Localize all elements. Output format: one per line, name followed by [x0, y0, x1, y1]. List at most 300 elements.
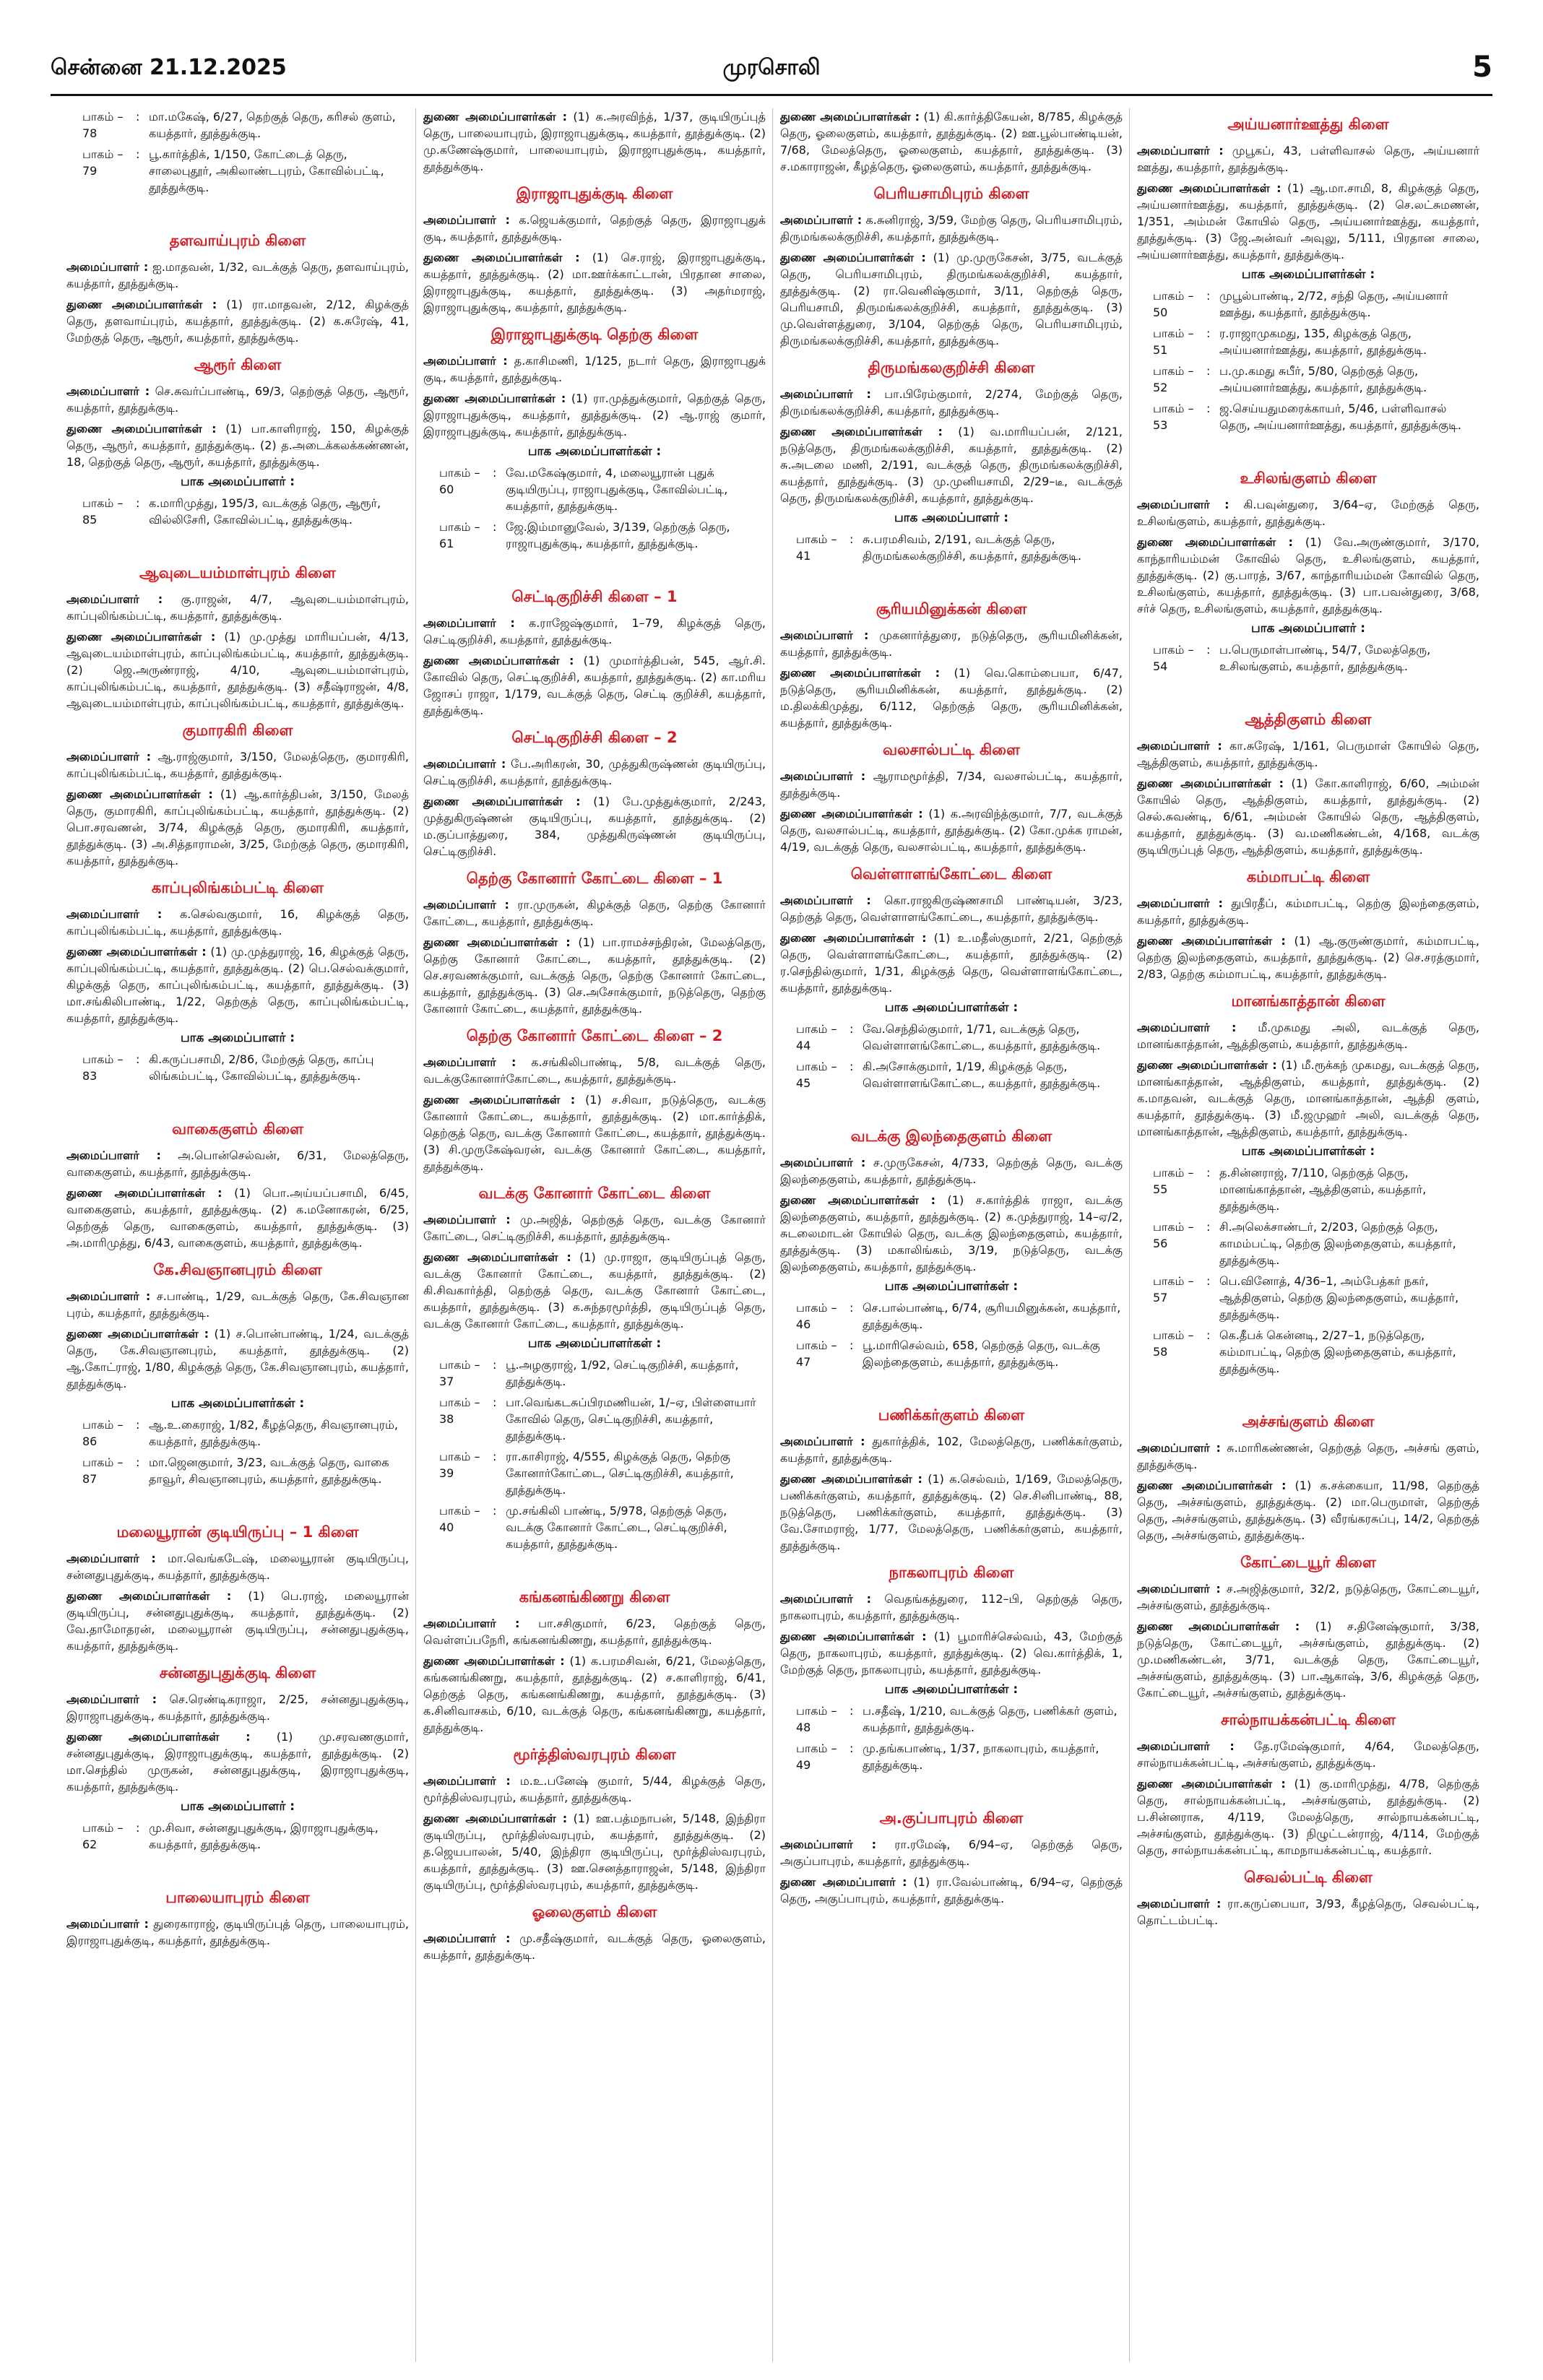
member-details: (1) ச.தினேஷ்குமார், 3/38, நடுத்தெரு, கோட்டையூர், அச்சங்குளம், தூத்துக்குடி. (2) மு.மணிகண்டன், 3/71, வடக்குத் தெரு, கோட்டையூர், அச்சங்குளம், தூத்துக்குடி. (3) பா.ஆகாஷ், 3/6, கிழக்குத் தெரு, கோட்டையூர், அச்சங்குளம், தூத்துக்குடி. [1137, 1619, 1479, 1700]
separator: : [850, 1022, 854, 1036]
branch-section [423, 326, 766, 552]
office-bearer-entry [1137, 1580, 1479, 1614]
role-label: அமைப்பாளர் : [1137, 1441, 1221, 1455]
role-label: துணை அமைப்பாளர்கள் : [66, 787, 213, 801]
separator: : [1206, 364, 1211, 378]
role-label: அமைப்பாளர் : [780, 387, 871, 401]
dateline: சென்னை 21.12.2025 [51, 55, 287, 80]
separator: : [136, 496, 140, 510]
booth-organisers-heading: பாக அமைப்பாளர் : [180, 1031, 295, 1045]
branch-heading: மானங்காத்தான் கிளை [1231, 992, 1386, 1010]
booth-organiser-details: ப.மு.கமது சுபீர், 5/80, தெற்குத் தெரு, அய்யனார்ஊத்து, கயத்தார், தூத்துக்குடி. [1219, 364, 1427, 394]
branch-heading: செவல்பட்டி கிளை [1244, 1869, 1373, 1886]
office-bearer-entry [423, 390, 766, 440]
booth-entry [780, 1337, 1123, 1370]
booth-organisers-heading: பாக அமைப்பாளர் : [894, 511, 1009, 525]
role-label: துணை அமைப்பாளர்கள் : [423, 654, 574, 667]
member-details: சு.மாரிகண்ணன், தெற்குத் தெரு, அச்சங் குளம், தூத்துக்குடி. [1137, 1441, 1479, 1471]
booth-organiser-details: மா.மகேஷ், 6/27, தெற்குத் தெரு, கரிசல் குளம், கயத்தார், தூத்துக்குடி. [149, 110, 396, 140]
booth-number: பாகம் – 46 [796, 1301, 837, 1331]
role-label: துணை அமைப்பாளர்கள் : [1137, 1619, 1300, 1633]
member-details: (1) க.பரமசிவன், 6/21, மேலத்தெரு, கங்கனங்கிணறு, கயத்தார், தூத்துக்குடி. (2) ச.காளிராஜ், 6/41, தெற்குத் தெரு, கங்கனங்கிணறு, கயத்தார், தூத்துக்குடி. (3) க.சினிவாசகம், 6/10, வடக்குத் தெரு, கங்கனங்கிணறு, கயத்தார், தூத்துக்குடி. [423, 1654, 766, 1734]
booth-number: பாகம் – 52 [1153, 364, 1194, 394]
office-bearer-entry [423, 352, 766, 386]
office-bearer-entry [423, 1249, 766, 1332]
role-label: துணை அமைப்பாளர்கள் : [66, 422, 217, 436]
booth-organisers-heading: பாக அமைப்பாளர்கள் : [1241, 267, 1375, 282]
member-details: ச.பாண்டி, 1/29, வடக்குத் தெரு, கே.சிவஞான புரம், கயத்தார், தூத்துக்குடி. [66, 1289, 409, 1320]
office-bearer-entry [66, 786, 409, 869]
branch-heading: பெரியசாமிபுரம் கிளை [873, 185, 1029, 202]
office-bearer-entry [780, 1192, 1123, 1275]
office-bearer-entry [780, 1874, 1123, 1907]
member-details: (1) பொ.அய்யப்பசாமி, 6/45, வாகைகுளம், கயத்தார், தூத்துக்குடி. (2) க.மனோகரன், 6/25, தெற்குத் தெரு, வாகைகுளம், கயத்தார், தூத்துக்குடி. (3) அ.மாரிமுத்து, 6/43, வாகைகுளம், கயத்தார், தூத்துக்குடி. [66, 1186, 409, 1250]
role-label: அமைப்பாளர் : [423, 616, 515, 630]
office-bearer-entry [1137, 180, 1479, 263]
branch-section [423, 588, 766, 719]
member-details: (1) பா.ராமச்சந்திரன், மேலத்தெரு, தெற்கு கோனார் கோட்டை, கயத்தார், தூத்துக்குடி. (2) செ.சரவணக்குமார், வடக்குத் தெரு, தெற்கு கோனார் கோட்டை, கயத்தார், தூத்துக்குடி. (3) செ.அசோக்குமார், நடுத்தெரு, தெற்கு கோனார் கோட்டை, கயத்தார், தூத்துக்குடி. [423, 935, 766, 1016]
branch-section [66, 1261, 409, 1487]
member-details: (1) ஆ.மா.சாமி, 8, கிழக்குத் தெரு, அய்யனார்ஊத்து, கயத்தார், தூத்துக்குடி. (2) செ.லட்சுமணன், 1/351, அம்மன் கோயில் தெரு, அய்யனார்ஊத்து, கயத்தார், தூத்துக்குடி. (3) ஜே.அன்வர் அவுலு, 5/111, பிரதான சாலை, அய்யனார்ஊத்து, கயத்தார், தூத்துக்குடி. [1137, 181, 1479, 261]
branch-heading: தெற்கு கோனார் கோட்டை கிளை – 2 [466, 1027, 723, 1044]
newspaper-title: முரசொலி [722, 55, 821, 80]
office-bearer-entry [780, 1591, 1123, 1624]
member-details: க.சங்கிலிபாண்டி, 5/8, வடக்குத் தெரு, வடக்குகோனார்கோட்டை, கயத்தார், தூத்துக்குடி. [423, 1055, 766, 1086]
separator: : [136, 1455, 140, 1469]
role-label: துணை அமைப்பாளர்கள் : [423, 1250, 571, 1264]
office-bearer-entry [66, 1325, 409, 1392]
member-details: (1) க.அரவிந்த், 1/37, குடியிருப்புத் தெரு, பாலையாபுரம், இராஜாபுதுக்குடி, கயத்தார், தூத்துக்குடி. (2) மு.கணேஷ்குமார், பாலையாபுரம், இராஜாபுதுக்குடி, கயத்தார், தூத்துக்குடி. [423, 110, 766, 173]
role-label: அமைப்பாளர் : [1137, 1897, 1222, 1911]
role-label: அமைப்பாளர் : [66, 1289, 151, 1303]
booth-organisers-heading: பாக அமைப்பாளர்கள் : [527, 1336, 662, 1351]
branch-section [1137, 1554, 1479, 1701]
branch-section [780, 600, 1123, 731]
separator: : [493, 1395, 497, 1409]
booth-entry [423, 1448, 766, 1498]
branch-heading: குமாரகிரி கிளை [182, 722, 293, 739]
office-bearer-entry [1137, 895, 1479, 928]
branch-section [423, 870, 766, 1017]
member-details: துபிரதீப், கம்மாபட்டி, தெற்கு இலந்தைகுளம், கயத்தார், தூத்துக்குடி. [1137, 896, 1479, 927]
office-bearer-entry [780, 805, 1123, 855]
branch-section [780, 185, 1123, 349]
booth-number: பாகம் – 40 [439, 1504, 480, 1534]
branch-heading: அ.குப்பாபுரம் கிளை [879, 1809, 1024, 1827]
member-details: (1) ச.கார்த்திக் ராஜா, வடக்கு இலந்தைகுளம், கயத்தார், தூத்துக்குடி. (2) க.முத்துராஜ், 14–ஏ/2, சுடலைமாடன் கோயில் தெரு, வடக்கு இலந்தைகுளம், கயத்தார், தூத்துக்குடி. (3) மகாலிங்கம், 3/19, நடுத்தெரு, வடக்கு இலந்தைகுளம், கயத்தார், தூத்துக்குடி. [780, 1193, 1123, 1273]
office-bearer-entry [66, 1550, 409, 1583]
office-bearer-entry [423, 652, 766, 719]
booth-organiser-details: ப.சதீஷ், 1/210, வடக்குத் தெரு, பணிக்கர் குளம், கயத்தார், தூத்துக்குடி. [863, 1704, 1118, 1734]
role-label: துணை அமைப்பாளர்கள் : [66, 298, 217, 311]
office-bearer-entry [780, 108, 1123, 175]
member-details: (1) பெ.ராஜ், மலையூரான் குடியிருப்பு, சன்னதுபுதுக்குடி, கயத்தார், தூத்துக்குடி. (2) வே.தாமோதரன், மலையூரான் குடியிருப்பு, சன்னதுபுதுக்குடி, கயத்தார், தூத்துக்குடி. [66, 1589, 409, 1653]
separator: : [850, 1338, 854, 1352]
column-3 [780, 108, 1123, 2366]
member-details: செ.ரெண்டிகராஜா, 2/25, சன்னதுபுதுக்குடி, இராஜாபுதுக்குடி, கயத்தார், தூத்துக்குடி. [66, 1692, 409, 1723]
booth-entry [780, 1740, 1123, 1773]
booth-entry [66, 1819, 409, 1853]
booth-number: பாகம் – 87 [82, 1455, 124, 1486]
member-details: (1) மு.முருகேசன், 3/75, வடக்குத் தெரு, பெரியசாமிபுரம், திருமங்கலக்குறிச்சி, கயத்தார், தூத்துக்குடி. (2) ரா.வெனிஷ்குமார், 3/11, தெற்குத் தெரு, பெரியசாமி, திருமங்கலக்குறிச்சி, கயத்தார், தூத்துக்குடி. (3) மு.வெள்ளத்துரை, 3/104, தெற்குத் தெரு, பெரியசாமிபுரம், திருமங்கலக்குறிச்சி, கயத்தார், தூத்துக்குடி. [780, 251, 1123, 347]
booth-entry [1137, 1164, 1479, 1214]
role-label: அமைப்பாளர் : [423, 1213, 511, 1226]
separator: : [1206, 402, 1211, 415]
member-details: மு.அஜித், தெற்குத் தெரு, வடக்கு கோனார் கோட்டை, செட்டிகுறிச்சி, கயத்தார், தூத்துக்குடி. [423, 1213, 766, 1243]
branch-heading: செட்டிகுறிச்சி கிளை – 1 [511, 588, 678, 605]
booth-entry [66, 108, 409, 142]
role-label: அமைப்பாளர் : [66, 1552, 156, 1565]
role-label: அமைப்பாளர் : [66, 750, 152, 763]
office-bearer-entry [423, 1773, 766, 1806]
role-label: அமைப்பாளர் : [66, 1148, 161, 1162]
role-label: அமைப்பாளர் : [66, 592, 163, 606]
booth-number: பாகம் – 86 [82, 1418, 124, 1448]
booth-organiser-details: பா.வெங்கடசுப்பிரமணியன், 1/–ஏ, பிள்ளையார் கோவில் தெரு, செட்டிகுறிச்சி, கயத்தார், தூத்துக்குடி. [506, 1395, 756, 1442]
booth-entry [1137, 641, 1479, 675]
role-label: துணை அமைப்பாளர்கள் : [1137, 1479, 1287, 1492]
booth-entry [1137, 400, 1479, 433]
branch-heading: பாலையாபுரம் கிளை [165, 1889, 310, 1906]
office-bearer-entry [780, 386, 1123, 419]
office-bearer-entry [780, 1628, 1123, 1678]
booth-number: பாகம் – 56 [1153, 1220, 1194, 1250]
member-details: (1) ச.பொன்பாண்டி, 1/24, வடக்குத் தெரு, கே.சிவஞானபுரம், கயத்தார், தூத்துக்குடி. (2) ஆ.கோட்ராஜ், 1/80, கிழக்குத் தெரு, கே.சிவஞானபுரம், கயத்தார், தூத்துக்குடி. [66, 1327, 409, 1390]
role-label: அமைப்பாளர் : [423, 757, 506, 771]
masthead [51, 51, 1492, 88]
office-bearer-entry [1137, 1775, 1479, 1858]
branch-heading: பணிக்கர்குளம் கிளை [878, 1406, 1025, 1424]
member-details: க.செல்வகுமார், 16, கிழக்குத் தெரு, காப்புலிங்கம்பட்டி, கயத்தார், தூத்துக்குடி. [66, 907, 409, 938]
booth-entry [423, 519, 766, 552]
branch-section [780, 741, 1123, 855]
member-details: பா.சசிகுமார், 6/23, தெற்குத் தெரு, வெள்ளப்பநேரி, கங்கனங்கிணறு, கயத்தார், தூத்துக்குடி. [423, 1617, 766, 1647]
member-details: ச.அஜித்குமார், 32/2, நடுத்தெரு, கோட்டையூர், அச்சங்குளம், தூத்துக்குடி. [1137, 1582, 1479, 1612]
office-bearer-entry [1137, 1738, 1479, 1771]
role-label: துணை அமைப்பாளர்கள் : [1137, 1777, 1286, 1791]
branch-heading: இராஜாபுதுக்குடி தெற்கு கிளை [490, 326, 699, 343]
member-details: மு.சதீஷ்குமார், வடக்குத் தெரு, ஓலைகுளம், கயத்தார், தூத்துக்குடி. [423, 1931, 766, 1962]
separator: : [850, 532, 854, 546]
branch-heading: செட்டிகுறிச்சி கிளை – 2 [511, 729, 678, 746]
member-details: ஐ.மாதவன், 1/32, வடக்குத் தெரு, தளவாய்புரம், கயத்தார், தூத்துக்குடி. [66, 260, 409, 290]
booth-entry [423, 1502, 766, 1552]
member-details: (1) மு.முத்து மாரியப்பன், 4/13, ஆவுடையம்மாள்புரம், காப்புலிங்கம்பட்டி, கயத்தார், தூத்துக்குடி. (2) ஜெ.அருண்ராஜ், 4/10, ஆவுடையம்மாள்புரம், காப்புலிங்கம்பட்டி, கயத்தார், தூத்துக்குடி. (3) சதீஷ்ராஜன், 4/8, ஆவுடையம்மாள்புரம், காப்புலிங்கம்பட்டி, கயத்தார், தூத்துக்குடி. [66, 630, 409, 710]
branch-heading: வலசால்பட்டி கிளை [883, 741, 1020, 758]
booth-organisers-heading: பாக அமைப்பாளர்கள் : [527, 444, 662, 459]
branch-section [780, 1406, 1123, 1554]
branch-section [423, 1746, 766, 1893]
role-label: துணை அமைப்பாளர்கள் : [423, 935, 571, 949]
member-details: (1) கி.கார்த்திகேயன், 8/785, கிழக்குத் தெரு, ஓலைகுளம், கயத்தார், தூத்துக்குடி. (2) ஊ.பூல்பாண்டியன், 7/68, மேலத்தெரு, ஓலைகுளம், கயத்தார், தூத்துக்குடி. (3) ச.மகாராஜன், கீழத்தெரு, ஓலைகுளம், கயத்தார், தூத்துக்குடி. [780, 110, 1123, 173]
column-divider [772, 108, 773, 2362]
office-bearer-entry [780, 665, 1123, 731]
separator: : [493, 1504, 497, 1518]
role-label: துணை அமைப்பாளர்கள் : [780, 666, 941, 680]
booth-organiser-details: ர.ராஜாமுகமது, 135, கிழக்குத் தெரு, அய்யனார்ஊத்து, கயத்தார், தூத்துக்குடி. [1219, 326, 1427, 357]
booth-entry [66, 1051, 409, 1084]
office-bearer-entry [780, 249, 1123, 349]
separator: : [850, 1704, 854, 1718]
member-details: (1) பே.முத்துக்குமார், 2/243, முத்துகிருஷ்ணன் குடியிருப்பு, கயத்தார், தூத்துக்குடி. (2) ம.குப்பாத்துரை, 384, முத்துகிருஷ்ணன் குடியிருப்பு, செட்டிகுறிச்சி. [423, 795, 766, 858]
member-details: மா.வெங்கடேஷ், மலையூரான் குடியிருப்பு, சன்னதுபுதுக்குடி, கயத்தார், தூத்துக்குடி. [66, 1552, 409, 1582]
branch-heading: மூர்த்திஸ்வரபுரம் கிளை [513, 1746, 676, 1763]
booth-number: பாகம் – 48 [796, 1704, 837, 1734]
office-bearer-entry [423, 896, 766, 930]
booth-number: பாகம் – 55 [1153, 1166, 1194, 1196]
member-details: ரா.கருப்பையா, 3/93, கீழத்தெரு, செவல்பட்டி, தொட்டம்பட்டி. [1137, 1897, 1479, 1927]
booth-number: பாகம் – 38 [439, 1395, 480, 1426]
branch-section [66, 108, 409, 196]
separator: : [493, 1358, 497, 1372]
column-2 [423, 108, 766, 2366]
role-label: அமைப்பாளர் : [1137, 498, 1229, 511]
role-label: துணை அமைப்பாளர்கள் : [1137, 934, 1286, 948]
booth-number: பாகம் – 47 [796, 1338, 837, 1369]
booth-organisers-heading: பாக அமைப்பாளர் : [180, 475, 295, 489]
branch-section [66, 232, 409, 346]
branch-section [423, 1903, 766, 1963]
office-bearer-entry [1137, 775, 1479, 858]
branch-heading: வடக்கு இலந்தைகுளம் கிளை [850, 1128, 1053, 1145]
booth-organisers-heading: பாக அமைப்பாளர்கள் : [884, 1279, 1019, 1294]
booth-entry [1137, 1219, 1479, 1268]
branch-heading: கங்கனங்கிணறு கிளை [519, 1588, 670, 1606]
role-label: துணை அமைப்பாளர்கள் : [1137, 181, 1281, 195]
booth-number: பாகம் – 53 [1153, 402, 1194, 432]
branch-heading: திருமங்கலகுறிச்சி கிளை [868, 359, 1035, 376]
booth-entry [1137, 1273, 1479, 1323]
office-bearer-entry [66, 906, 409, 939]
office-bearer-entry [1137, 534, 1479, 617]
member-details: தே.ரமேஷ்குமார், 4/64, மேலத்தெரு, சால்நாயக்கன்பட்டி, அச்சங்குளம், தூத்துக்குடி. [1137, 1739, 1479, 1770]
role-label: அமைப்பாளர் : [1137, 144, 1224, 157]
branch-section [1137, 1413, 1479, 1544]
member-details: கி.பவுன்துரை, 3/64–ஏ, மேற்குத் தெரு, உசிலங்குளம், கயத்தார், தூத்துக்குடி. [1137, 498, 1479, 528]
role-label: அமைப்பாளர் : [66, 1917, 149, 1931]
role-label: துணை அமைப்பாளர்கள் : [423, 1654, 565, 1668]
office-bearer-entry [780, 627, 1123, 660]
booth-organiser-details: முபூல்பாண்டி, 2/72, சந்தி தெரு, அய்யனார் ஊத்து, கயத்தார், தூத்துக்குடி. [1219, 289, 1448, 319]
member-details: (1) பூமாரிச்செல்வம், 43, மேற்குத் தெரு, நாகலாபுரம், கயத்தார், தூத்துக்குடி. (2) வெ.கார்த்திக், 1, மேற்குத் தெரு, நாகலாபுரம், கயத்தார், தூத்துக்குடி. [780, 1630, 1123, 1676]
branch-heading: அச்சங்குளம் கிளை [1242, 1413, 1375, 1430]
branch-heading: கம்மாபட்டி கிளை [1246, 868, 1370, 886]
booth-number: பாகம் – 58 [1153, 1328, 1194, 1359]
branch-section [780, 1128, 1123, 1370]
booth-organiser-details: பூ.மாரிசெல்வம், 658, தெற்குத் தெரு, வடக்கு இலந்தைகுளம், கயத்தார், தூத்துக்குடி. [863, 1338, 1100, 1369]
office-bearer-entry [66, 1147, 409, 1180]
branch-section [66, 1664, 409, 1853]
booth-entry [66, 1416, 409, 1450]
office-bearer-entry [780, 1836, 1123, 1869]
branch-section [423, 729, 766, 860]
member-details: (1) க.செல்வம், 1/169, மேலத்தெரு, பணிக்கர்குளம், கயத்தார், தூத்துக்குடி. (2) செ.சினிபாண்டி, 88, நடுத்தெரு, பணிக்கர்குளம், கயத்தார், தூத்துக்குடி. (3) வே.சோமராஜ், 1/77, மேலத்தெரு, பணிக்கர்குளம், கயத்தார், தூத்துக்குடி. [780, 1472, 1123, 1552]
member-details: (1) கோ.காளிராஜ், 6/60, அம்மன் கோயில் தெரு, ஆத்திகுளம், கயத்தார், தூத்துக்குடி. (2) செல்.சுவண்டி, 6/61, அம்மன் கோயில் தெரு, ஆத்திகுளம், கயத்தார், தூத்துக்குடி. (3) வ.மணிகண்டன், 4/168, வடக்கு குடியிருப்புத் தெரு, ஆத்திகுளம், கயத்தார், தூத்துக்குடி. [1137, 776, 1479, 857]
member-details: ம.உ.பனேஷ் குமார், 5/44, கிழக்குத் தெரு, மூர்த்திஸ்வரபுரம், கயத்தார், தூத்துக்குடி. [423, 1774, 766, 1804]
booth-entry [780, 1702, 1123, 1736]
office-bearer-entry [66, 1588, 409, 1654]
office-bearer-entry [780, 1433, 1123, 1466]
branch-section [66, 1120, 409, 1251]
role-label: அமைப்பாளர் : [780, 1435, 865, 1448]
role-label: துணை அமைப்பாளர்கள் : [780, 931, 927, 945]
separator: : [1206, 1166, 1211, 1180]
booth-number: பாகம் – 39 [439, 1450, 480, 1480]
office-bearer-entry [66, 420, 409, 470]
branch-section [1137, 1711, 1479, 1858]
office-bearer-entry [423, 934, 766, 1017]
office-bearer-entry [66, 591, 409, 624]
booth-organiser-details: ப.பெருமாள்பாண்டி, 54/7, மேலத்தெரு, உசிலங்குளம், கயத்தார், தூத்துக்குடி. [1219, 643, 1431, 673]
booth-number: பாகம் – 51 [1153, 326, 1194, 357]
booth-number: பாகம் – 57 [1153, 1274, 1194, 1304]
member-details: கொ.ராஜகிருஷ்ணசாமி பாண்டியன், 3/23, தெற்குத் தெரு, வெள்ளாளங்கோட்டை, கயத்தார், தூத்துக்குடி. [780, 893, 1123, 924]
office-bearer-entry [780, 1154, 1123, 1187]
role-label: அமைப்பாளர் : [66, 907, 163, 921]
booth-organisers-heading: பாக அமைப்பாளர்கள் : [170, 1396, 305, 1411]
separator: : [1206, 643, 1211, 657]
office-bearer-entry [1137, 496, 1479, 529]
member-details: வெதங்கத்துரை, 112–பி, தெற்குத் தெரு, நாகலாபுரம், கயத்தார், தூத்துக்குடி. [780, 1592, 1123, 1622]
role-label: அமைப்பாளர் : [423, 1617, 520, 1630]
member-details: (1) பா.காளிராஜ், 150, கிழக்குத் தெரு, ஆரூர், கயத்தார், தூத்துக்குடி. (2) த.அடைக்கலக்கண்ணன், 18, தெற்குத் தெரு, ஆரூர், கயத்தார், தூத்துக்குடி. [66, 422, 409, 469]
member-details: (1) மீ.ரூக்கந் முகமது, வடக்குத் தெரு, மானங்காத்தான், ஆத்திகுளம், கயத்தார், தூத்துக்குடி. (2) க.மாதவன், வடக்குத் தெரு, மானங்காத்தான், ஆத்தி குளம், கயத்தார், தூத்துக்குடி. (3) மீ.ஜமுஹர் அலி, வடக்குத் தெரு, மானங்காத்தான், ஆத்திகுளம், கயத்தார், தூத்துக்குடி. [1137, 1058, 1479, 1138]
role-label: துணை அமைப்பாளர்கள் : [423, 110, 567, 124]
role-label: துணை அமைப்பாளர்கள் : [423, 391, 566, 405]
branch-section [423, 185, 766, 316]
branch-section [66, 356, 409, 528]
booth-organiser-details: பூ.அழகுராஜ், 1/92, செட்டிகுறிச்சி, கயத்தார், தூத்துக்குடி. [506, 1358, 739, 1388]
member-details: கா.சுரேஷ், 1/161, பெருமாள் கோயில் தெரு, ஆத்திகுளம், கயத்தார், தூத்துக்குடி. [1137, 739, 1479, 769]
branch-section [1137, 469, 1479, 675]
office-bearer-entry [423, 615, 766, 648]
member-details: ரா.ரமேஷ், 6/94–ஏ, தெற்குத் தெரு, அகுப்பாபுரம், கயத்தார், தூத்துக்குடி. [780, 1838, 1123, 1868]
member-details: (1) ரா.மாதவன், 2/12, கிழக்குத் தெரு, தளவாய்புரம், கயத்தார், தூத்துக்குடி. (2) க.சுரேஷ், 41, மேற்குத் தெரு, ஆரூர், கயத்தார், தூத்துக்குடி. [66, 298, 409, 345]
role-label: அமைப்பாளர் : [1137, 896, 1223, 910]
booth-organiser-details: கி.கருப்பசாமி, 2/86, மேற்குத் தெரு, காப்பு லிங்கம்பட்டி, கோவில்பட்டி, தூத்துக்குடி. [149, 1052, 374, 1083]
role-label: துணை அமைப்பாளர்கள் : [1137, 776, 1284, 790]
booth-organiser-details: சு.பரமசிவம், 2/191, வடக்குத் தெரு, திருமங்கலக்குறிச்சி, கயத்தார், தூத்துக்குடி. [863, 532, 1082, 563]
branch-heading: உசிலங்குளம் கிளை [1240, 469, 1377, 487]
office-bearer-entry [66, 1185, 409, 1251]
member-details: (1) வே.அருண்குமார், 3/170, காந்தாரியம்மன் கோவில் தெரு, உசிலங்குளம், கயத்தார், தூத்துக்குடி. (2) கு.பாரத், 3/67, காந்தாரியம்மன் கோவில் தெரு, உசிலங்குளம், கயத்தார், தூத்துக்குடி. (3) பா.பவன்துரை, 3/68, சர்ச் தெரு, உசிலங்குளம், கயத்தார், தூத்துக்குடி. [1137, 535, 1479, 615]
branch-heading: தளவாய்புரம் கிளை [169, 232, 306, 249]
member-details: ஆராமமூர்த்தி, 7/34, வலசால்பட்டி, கயத்தார், தூத்துக்குடி. [780, 769, 1123, 800]
booth-number: பாகம் – 44 [796, 1022, 837, 1052]
branch-heading: ஓலைகுளம் கிளை [532, 1903, 657, 1921]
member-details: க.ஜெயக்குமார், தெற்குத் தெரு, இராஜாபுதுக் குடி, கயத்தார், தூத்துக்குடி. [423, 213, 766, 243]
branch-heading: வெள்ளாளங்கோட்டை கிளை [850, 865, 1053, 883]
booth-organiser-details: ஜ.செய்யதுமரைக்காயர், 5/46, பள்ளிவாசல் தெரு, அய்யனார்ஊத்து, கயத்தார், தூத்துக்குடி. [1219, 402, 1461, 432]
office-bearer-entry [423, 108, 766, 175]
office-bearer-entry [423, 212, 766, 245]
role-label: துணை அமைப்பாளர்கள் : [1137, 535, 1293, 549]
member-details: (1) க.சக்கையா, 11/98, தெற்குத் தெரு, அச்சங்குளம், தூத்துக்குடி. (2) மா.பெருமாள், தெற்குத் தெரு, அச்சங்குளம், தூத்துக்குடி. (3) வீரங்கரசுப்பு, 14/2, தெற்குத் தெரு, அச்சங்குளம், தூத்துக்குடி. [1137, 1479, 1479, 1542]
branch-section [66, 879, 409, 1084]
office-bearer-entry [1137, 1057, 1479, 1140]
role-label: அமைப்பாளர் : [780, 769, 866, 783]
office-bearer-entry [1137, 737, 1479, 771]
booth-entry [66, 146, 409, 196]
member-details: (1) ஆ.கார்த்திபன், 3/150, மேலத் தெரு, குமாரகிரி, காப்புலிங்கம்பட்டி, கயத்தார், தூத்துக்குடி. (2) பொ.சரவணன், 3/74, கிழக்குத் தெரு, குமாரகிரி, கயத்தார், தூத்துக்குடி. (3) அ.சித்தாராமன், 3/25, மேற்குத் தெரு, குமாரகிரி, கயத்தார், தூத்துக்குடி. [66, 787, 409, 867]
column-divider [415, 108, 416, 2362]
role-label: அமைப்பாளர் : [780, 1838, 876, 1851]
office-bearer-entry [66, 1728, 409, 1795]
role-label: துணை அமைப்பாளர்கள் : [423, 1093, 576, 1107]
role-label: அமைப்பாளர் : [423, 1931, 511, 1945]
booth-number: பாகம் – 83 [82, 1052, 124, 1083]
role-label: துணை அமைப்பாளர்கள் : [780, 807, 923, 821]
member-details: (1) மு.ராஜா, குடியிருப்புத் தெரு, வடக்கு கோனார் கோட்டை, கயத்தார், தூத்துக்குடி. (2) கி.சிவகார்த்தி, தெற்குத் தெரு, வடக்கு கோனார் கோட்டை, கயத்தார், தூத்துக்குடி. (3) க.சுந்தரமூர்த்தி, குடியிருப்புத் தெரு, வடக்கு கோனார் கோட்டை, கயத்தார், தூத்துக்குடி. [423, 1250, 766, 1330]
booth-entry [423, 1356, 766, 1390]
office-bearer-entry [423, 249, 766, 316]
branch-heading: அய்யனார்ஊத்து கிளை [1227, 116, 1389, 133]
role-label: அமைப்பாளர் : [423, 213, 510, 227]
branch-section [423, 1185, 766, 1552]
branch-heading: சால்நாயக்கன்பட்டி கிளை [1220, 1711, 1396, 1728]
office-bearer-entry [66, 1288, 409, 1321]
member-details: (1) மு.சரவணகுமார், சன்னதுபுதுக்குடி, இராஜாபுதுக்குடி, கயத்தார், தூத்துக்குடி. (2) மா.செந்தில் முருகன், சன்னதுபுதுக்குடி, இராஜாபுதுக்குடி, கயத்தார், தூத்துக்குடி. [66, 1730, 409, 1793]
office-bearer-entry [66, 296, 409, 346]
separator: : [136, 110, 140, 124]
role-label: துணை அமைப்பாளர்கள் : [66, 630, 216, 644]
office-bearer-entry [423, 1091, 766, 1174]
branch-heading: இராஜாபுதுக்குடி கிளை [516, 185, 673, 202]
member-details: ரா.முருகன், கிழக்குத் தெரு, தெற்கு கோனார் கோட்டை, கயத்தார், தூத்துக்குடி. [423, 898, 766, 928]
booth-number: பாகம் – 60 [439, 466, 480, 496]
branch-section [1137, 711, 1479, 858]
branch-section [780, 1564, 1123, 1773]
role-label: துணை அமைப்பாளர்கள் : [423, 1812, 568, 1825]
member-details: முகனார்த்துரை, நடுத்தெரு, சூரியமினிக்கன், கயத்தார், தூத்துக்குடி. [780, 628, 1123, 659]
office-bearer-entry [780, 892, 1123, 925]
role-label: அமைப்பாளர் : [780, 893, 871, 907]
branch-heading: வடக்கு கோனார் கோட்டை கிளை [478, 1185, 711, 1202]
booth-number: பாகம் – 85 [82, 496, 124, 527]
separator: : [1206, 289, 1211, 303]
office-bearer-entry [66, 259, 409, 292]
role-label: அமைப்பாளர் : [423, 1774, 511, 1788]
booth-entry [780, 1058, 1123, 1091]
booth-organiser-details: கெ.தீபக் கென்னடி, 2/27–1, நடுத்தெரு, கம்மாபட்டி, தெற்கு இலந்தைகுளம், கயத்தார், தூத்துக்குடி. [1219, 1328, 1456, 1375]
separator: : [136, 1418, 140, 1432]
role-label: துணை அமைப்பாளர்கள் : [66, 945, 207, 959]
member-details: (1) ரா.வேல்பாண்டி, 6/94–ஏ, தெற்குத் தெரு, அகுப்பாபுரம், கயத்தார், தூத்துக்குடி. [780, 1875, 1123, 1905]
office-bearer-entry [1137, 142, 1479, 176]
role-label: துணை அமைப்பாளர்கள் : [66, 1186, 222, 1200]
booth-organiser-details: கி.அசோக்குமார், 1/19, கிழக்குத் தெரு, வெள்ளாளங்கோட்டை, கயத்தார், தூத்துக்குடி. [863, 1060, 1101, 1090]
branch-heading: கோட்டையூர் கிளை [1240, 1554, 1376, 1571]
booth-organisers-heading: பாக அமைப்பாளர்கள் : [1241, 1144, 1375, 1159]
page-number: 5 [1472, 51, 1492, 84]
branch-heading: ஆரூர் கிளை [194, 356, 282, 373]
booth-organiser-details: வே.மகேஷ்குமார், 4, மலையூரான் புதுக் குடியிருப்பு, ராஜாபுதுக்குடி, கோவில்பட்டி, கயத்தார், தூத்துக்குடி. [506, 466, 728, 513]
branch-heading: சூரியமினுக்கன் கிளை [876, 600, 1027, 618]
booth-organiser-details: ரா.காசிராஜ், 4/555, கிழக்குத் தெரு, தெற்கு கோனார்கோட்டை, செட்டிகுறிச்சி, கயத்தார், தூத்துக்குடி. [506, 1450, 734, 1497]
member-details: துரைகாராஜ், குடியிருப்புத் தெரு, பாலையாபுரம், இராஜாபுதுக்குடி, கயத்தார், தூத்துக்குடி. [66, 1917, 409, 1947]
booth-entry [1137, 363, 1479, 396]
branch-section [1137, 992, 1479, 1377]
office-bearer-entry [423, 1810, 766, 1893]
column-1 [66, 108, 409, 2366]
member-details: ச.முருகேசன், 4/733, தெற்குத் தெரு, வடக்கு இலந்தைகுளம், கயத்தார், தூத்துக்குடி. [780, 1156, 1123, 1186]
booth-entry [780, 1021, 1123, 1054]
booth-organiser-details: ஜே.இம்மானுவேல், 3/139, தெற்குத் தெரு, ராஜாபுதுக்குடி, கயத்தார், தூத்துக்குடி. [506, 520, 730, 550]
branch-heading: ஆத்திகுளம் கிளை [1245, 711, 1372, 728]
booth-number: பாகம் – 78 [82, 110, 124, 140]
separator: : [136, 147, 140, 161]
office-bearer-entry [423, 756, 766, 789]
